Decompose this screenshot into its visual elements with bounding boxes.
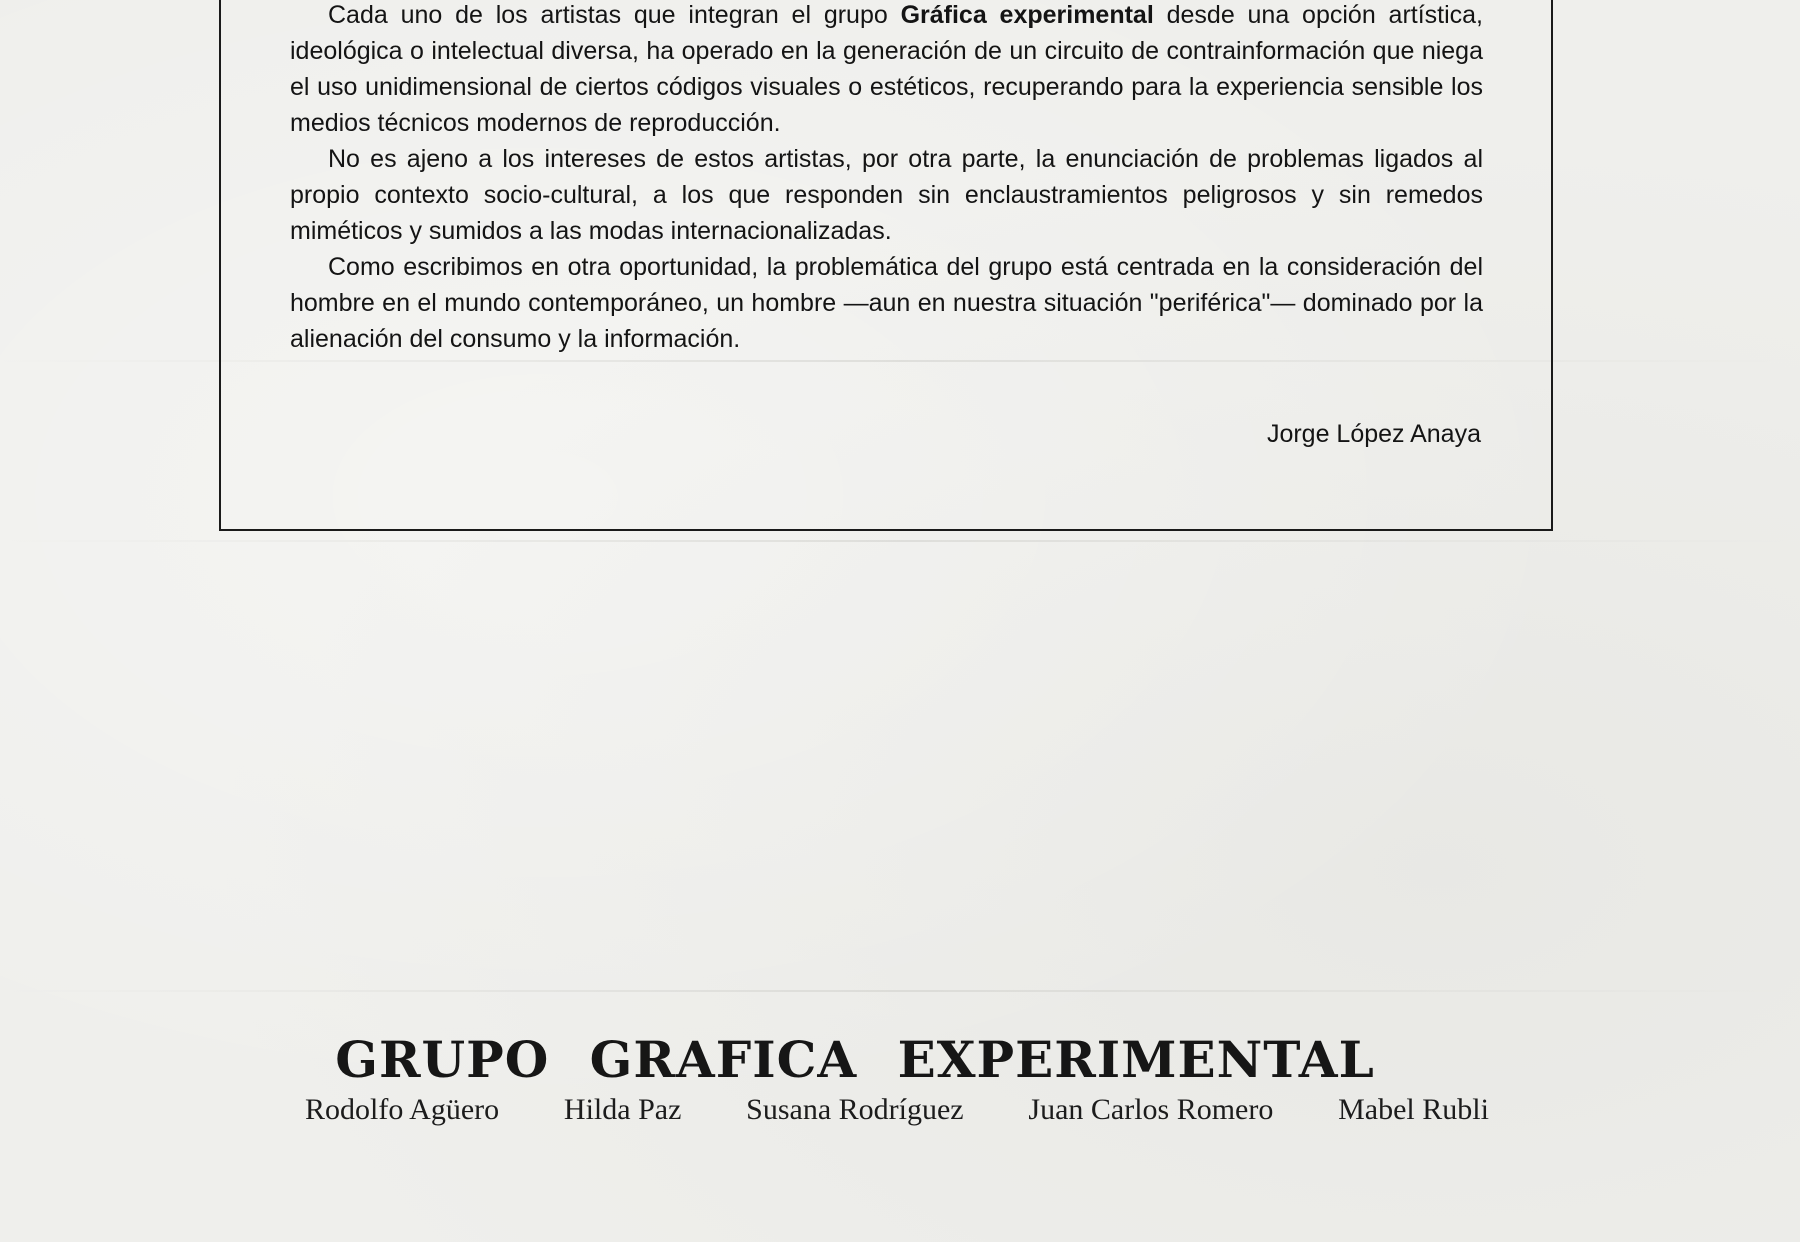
essay-paragraph-1-end: desde una opción artística, ideológica o intelectual diversa, ha operado en la generación de un circuito de contrainformación que niega el uso unidimensional de ciertos códigos visuales o estéticos, recuperando para la experiencia sensible los medios técnicos modernos de reproducción. <box>290 1 1484 137</box>
member-name: Hilda Paz <box>563 1093 682 1126</box>
essay-paragraph-1 <box>290 0 1483 141</box>
group-name-bold: Gráfica experimental <box>900 1 1154 29</box>
member-name: Rodolfo Agüero <box>305 1093 500 1126</box>
member-name: Susana Rodríguez <box>746 1093 964 1126</box>
essay-paragraph-1-start: Cada uno de los artistas que integran el grupo <box>328 1 901 29</box>
member-name: Mabel Rubli <box>1338 1093 1489 1126</box>
group-title: GRUPO GRAFICA EXPERIMENTAL <box>335 1030 1375 1089</box>
paper-crease <box>0 540 1800 542</box>
essay-paragraph-2: No es ajeno a los intereses de estos artistas, por otra parte, la enunciación de problemas ligados al propio contexto socio-cultural, a los que responden sin enclaustramientos peligrosos y sin remedos miméticos y sumidos a las modas internacionalizadas. <box>290 145 1483 245</box>
essay-text <box>290 0 1483 357</box>
member-name: Juan Carlos Romero <box>1028 1093 1274 1126</box>
essay-paragraph-3: Como escribimos en otra oportunidad, la problemática del grupo está centrada en la consideración del hombre en el mundo contemporáneo, un hombre —aun en nuestra situación "periférica"— dominado por la alienación del consumo y la información. <box>290 253 1483 353</box>
essay-frame <box>219 0 1553 531</box>
paper-crease <box>0 990 1800 992</box>
author-signature: Jorge López Anaya <box>1266 420 1481 448</box>
member-list <box>305 1093 1489 1127</box>
